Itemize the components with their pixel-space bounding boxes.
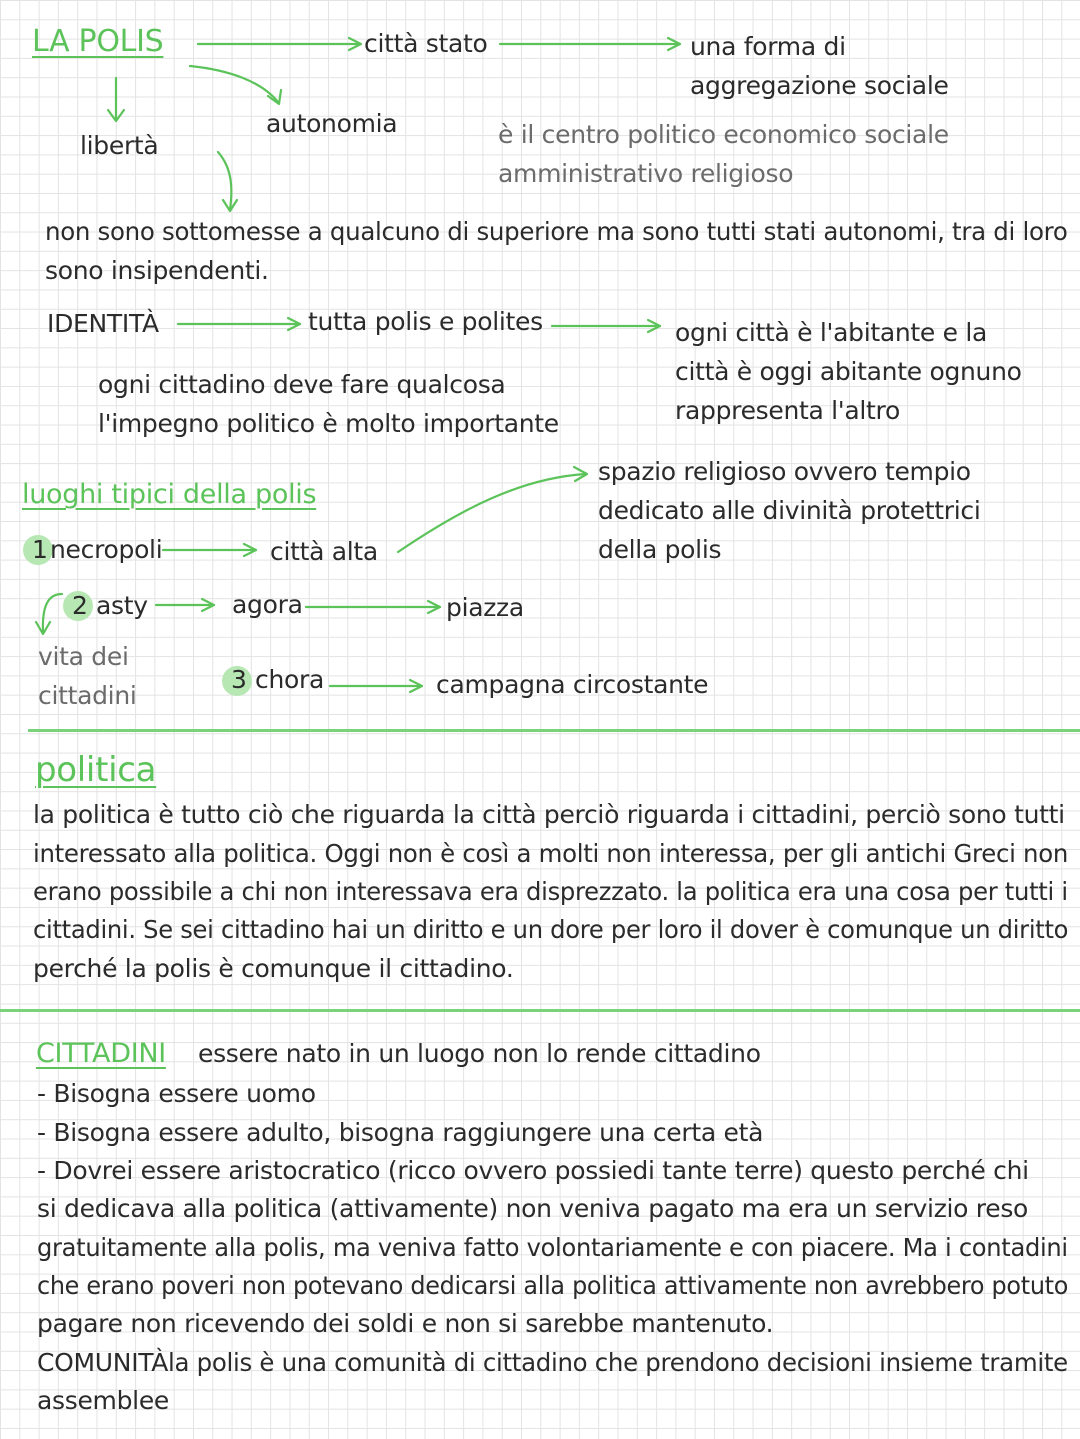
vita-line-2: cittadini [38,681,137,710]
politica-line-1: la politica è tutto ciò che riguarda la città perciò riguarda i cittadini, perciò sono tutti [33,800,1065,829]
citta-alta-label: città alta [270,537,378,566]
autonomi-line-1: non sono sottomesse a qualcuno di superiore ma sono tutti stati autonomi, tra di loro [45,217,1068,246]
cittadini-bullet-1: - Bisogna essere uomo [37,1079,316,1108]
tempio-line-1: spazio religioso ovvero tempio [598,457,971,486]
polites-label: tutta polis e polites [308,307,543,336]
cittadini-title: CITTADINI [36,1038,166,1069]
cittadini-bullet-3-line-2: si dedicava alla politica (attivamente) non veniva pagato ma era un servizio reso [37,1194,1029,1223]
section-divider-1 [28,729,1080,732]
piazza-label: piazza [446,593,524,622]
campagna-label: campagna circostante [436,670,709,699]
abitante-line-2: città è oggi abitante ognuno [675,357,1022,386]
politica-line-4: cittadini. Se sei cittadino hai un diritto e un dore per loro il dover è comunque un diritto [33,915,1069,944]
asty-number: 2 [72,591,88,620]
forma-line-1: una forma di [690,32,846,61]
centro-line-2: amministrativo religioso [498,159,794,188]
liberta-label: libertà [80,131,159,160]
politica-line-3: erano possibile a chi non interessava era disprezzato. la politica era una cosa per tutti i [33,877,1068,906]
necropoli-number: 1 [32,535,48,564]
cittadini-bullet-3-line-4: che erano poveri non potevano dedicarsi alla politica attivamente non avrebbero potuto [37,1271,1069,1300]
cittadino-line-2: l'impegno politico è molto importante [98,409,559,438]
centro-line-1: è il centro politico economico sociale [498,120,949,149]
cittadini-bullet-3-line-5: pagare non ricevendo dei soldi e non si sarebbe mantenuto. [37,1309,774,1338]
chora-number: 3 [231,665,247,694]
forma-line-2: aggregazione sociale [690,71,949,100]
cittadini-bullet-3-line-1: - Dovrei essere aristocratico (ricco ovvero possiedi tante terre) questo perché chi [37,1156,1029,1185]
asty-label: asty [96,591,148,620]
cittadini-bullet-3-line-3: gratuitamente alla polis, ma veniva fatto volontariamente e con piacere. Ma i contadini [37,1233,1068,1262]
politica-line-2: interessato alla politica. Oggi non è così a molti non interessa, per gli antichi Greci non [33,839,1069,868]
autonomia-label: autonomia [266,109,398,138]
agora-label: agora [232,590,303,619]
tempio-line-2: dedicato alle divinità protettrici [598,496,981,525]
autonomi-line-2: sono insipendenti. [45,256,269,285]
abitante-line-3: rappresenta l'altro [675,396,900,425]
section-divider-2 [0,1009,1080,1012]
comunita-label: COMUNITÀ [37,1348,169,1377]
identita-label: IDENTITÀ [47,309,159,338]
abitante-line-1: ogni città è l'abitante e la [675,318,988,347]
comunita-line-2: assemblee [37,1386,169,1415]
tempio-line-3: della polis [598,535,722,564]
politica-title: politica [35,750,157,790]
luoghi-title: luoghi tipici della polis [22,479,317,510]
cittadino-line-1: ogni cittadino deve fare qualcosa [98,370,506,399]
citta-stato-label: città stato [364,29,488,58]
polis-title: LA POLIS [32,24,164,59]
comunita-line-1: la polis è una comunità di cittadino che prendono decisioni insieme tramite [168,1348,1068,1377]
necropoli-label: necropoli [50,535,163,564]
vita-line-1: vita dei [38,642,129,671]
chora-label: chora [255,665,324,694]
cittadini-intro: essere nato in un luogo non lo rende cittadino [198,1039,761,1068]
politica-line-5: perché la polis è comunque il cittadino. [33,954,514,983]
cittadini-bullet-2: - Bisogna essere adulto, bisogna raggiungere una certa età [37,1118,764,1147]
